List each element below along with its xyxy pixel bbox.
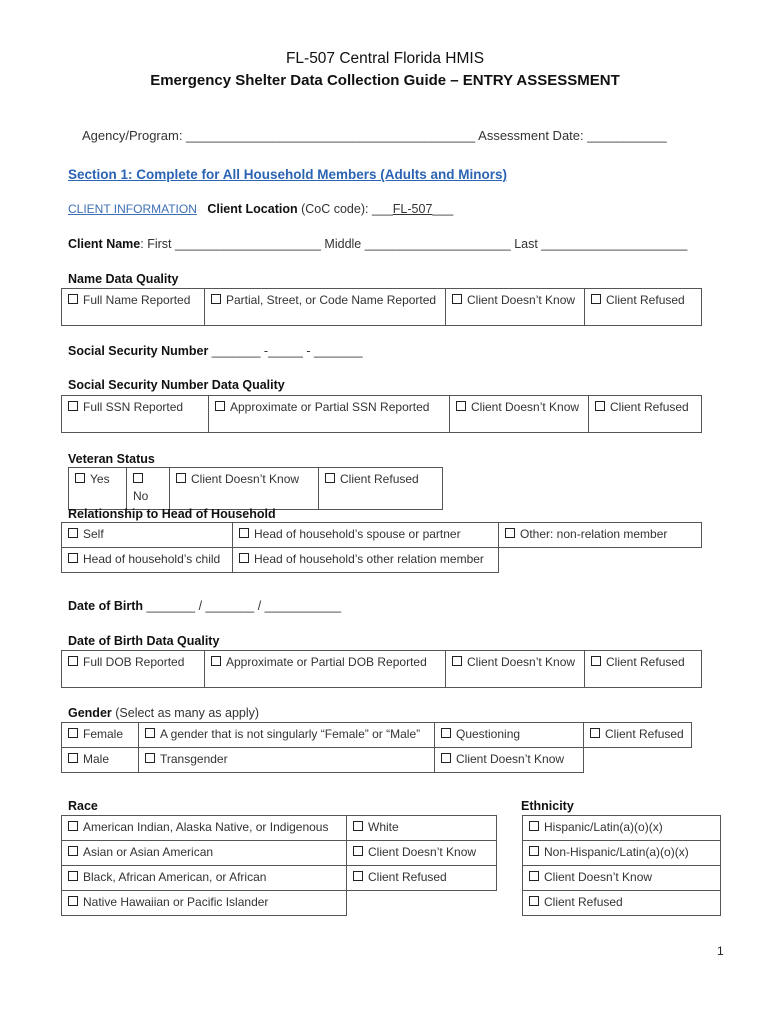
veteran-option[interactable] — [69, 468, 127, 510]
gender-option[interactable] — [584, 723, 692, 748]
relationship-option[interactable] — [233, 548, 499, 573]
option-label: Head of household’s spouse or partner — [254, 527, 461, 541]
dob-field[interactable]: _______ / _______ / ___________ — [143, 599, 342, 613]
checkbox-icon[interactable] — [68, 896, 78, 906]
option-label: Full SSN Reported — [83, 400, 184, 414]
checkbox-icon[interactable] — [456, 401, 466, 411]
checkbox-icon[interactable] — [353, 821, 363, 831]
option-label: Female — [83, 727, 124, 741]
race-option[interactable] — [347, 816, 497, 841]
coc-code-tail: ___ — [432, 202, 454, 216]
empty-cell — [584, 748, 692, 773]
gender-option[interactable] — [62, 748, 139, 773]
race-option[interactable] — [62, 866, 347, 891]
client-information-link[interactable]: CLIENT INFORMATION — [68, 202, 197, 216]
option-label: No — [133, 489, 149, 503]
ethnicity-option[interactable] — [523, 866, 721, 891]
checkbox-icon[interactable] — [529, 846, 539, 856]
section-1-title: Section 1: Complete for All Household Members (Adults and Minors) — [68, 167, 508, 182]
relationship-option[interactable] — [499, 523, 702, 548]
checkbox-icon[interactable] — [215, 401, 225, 411]
race-option[interactable] — [62, 891, 347, 916]
ssn-line — [68, 344, 363, 358]
name-dq-option[interactable] — [585, 289, 702, 326]
checkbox-icon[interactable] — [590, 728, 600, 738]
gender-option[interactable] — [435, 748, 584, 773]
option-label: Client Doesn’t Know — [471, 400, 580, 414]
option-label: Client Refused — [368, 870, 447, 884]
checkbox-icon[interactable] — [239, 528, 249, 538]
ethnicity-title: Ethnicity — [521, 799, 574, 813]
checkbox-icon[interactable] — [452, 656, 462, 666]
ssn-data-quality-title: Social Security Number Data Quality — [68, 378, 285, 392]
option-label: Client Refused — [544, 895, 623, 909]
checkbox-icon[interactable] — [68, 528, 78, 538]
option-label: Yes — [90, 472, 110, 486]
ssn-dq-option[interactable] — [62, 396, 209, 433]
option-label: Client Refused — [606, 293, 685, 307]
checkbox-icon[interactable] — [176, 473, 186, 483]
client-name-fields[interactable]: : First _____________________ Middle _____________________ Last _____________________ — [140, 237, 688, 251]
client-location-label: Client Location — [207, 202, 298, 216]
option-label: Native Hawaiian or Pacific Islander — [83, 895, 269, 909]
dob-data-quality-table — [61, 650, 702, 688]
gender-table — [61, 722, 692, 773]
client-info-line — [68, 202, 453, 216]
option-label: Black, African American, or African — [83, 870, 267, 884]
empty-cell — [347, 891, 497, 916]
name-dq-option[interactable] — [205, 289, 446, 326]
ssn-label: Social Security Number — [68, 344, 209, 358]
option-label: White — [368, 820, 399, 834]
race-option[interactable] — [62, 841, 347, 866]
agency-field[interactable]: ________________________________________ — [186, 128, 476, 143]
agency-label: Agency/Program: — [82, 128, 187, 143]
checkbox-icon[interactable] — [529, 871, 539, 881]
checkbox-icon[interactable] — [68, 821, 78, 831]
client-name-line — [68, 237, 687, 251]
dob-dq-option[interactable] — [446, 651, 585, 688]
checkbox-icon[interactable] — [68, 656, 78, 666]
checkbox-icon[interactable] — [211, 294, 221, 304]
option-label: Client Doesn’t Know — [544, 870, 653, 884]
option-label: Client Doesn’t Know — [368, 845, 477, 859]
checkbox-icon[interactable] — [591, 656, 601, 666]
option-label: American Indian, Alaska Native, or Indigenous — [83, 820, 329, 834]
coc-code-value[interactable]: FL-507 — [392, 202, 433, 216]
option-label: Questioning — [456, 727, 521, 741]
checkbox-icon[interactable] — [353, 871, 363, 881]
checkbox-icon[interactable] — [325, 473, 335, 483]
checkbox-icon[interactable] — [68, 401, 78, 411]
ethnicity-option[interactable] — [523, 891, 721, 916]
checkbox-icon[interactable] — [452, 294, 462, 304]
option-label: Full Name Reported — [83, 293, 191, 307]
checkbox-icon[interactable] — [145, 728, 155, 738]
option-label: Client Doesn’t Know — [467, 293, 576, 307]
option-label: Full DOB Reported — [83, 655, 185, 669]
ssn-dq-option[interactable] — [209, 396, 450, 433]
checkbox-icon[interactable] — [68, 294, 78, 304]
gender-title: Gender — [68, 706, 112, 720]
veteran-status-title: Veteran Status — [68, 452, 155, 466]
ssn-data-quality-table — [61, 395, 702, 433]
checkbox-icon[interactable] — [441, 753, 451, 763]
checkbox-icon[interactable] — [211, 656, 221, 666]
relationship-title: Relationship to Head of Household — [68, 507, 276, 521]
option-label: Client Doesn’t Know — [467, 655, 576, 669]
option-label: Male — [83, 752, 110, 766]
agency-line — [82, 128, 667, 143]
race-option[interactable] — [347, 841, 497, 866]
checkbox-icon[interactable] — [68, 753, 78, 763]
ssn-field[interactable]: _______ -_____ - _______ — [208, 344, 363, 358]
page-number: 1 — [717, 944, 724, 958]
dob-data-quality-title: Date of Birth Data Quality — [68, 634, 220, 648]
empty-cell — [499, 548, 702, 573]
gender-option[interactable] — [62, 723, 139, 748]
gender-option[interactable] — [139, 723, 435, 748]
checkbox-icon[interactable] — [68, 553, 78, 563]
option-label: Head of household’s child — [83, 552, 221, 566]
checkbox-icon[interactable] — [529, 821, 539, 831]
option-label: Head of household’s other relation member — [254, 552, 484, 566]
veteran-option[interactable] — [319, 468, 443, 510]
checkbox-icon[interactable] — [591, 294, 601, 304]
option-label: Client Refused — [340, 472, 419, 486]
race-option[interactable] — [62, 816, 347, 841]
name-dq-option[interactable] — [446, 289, 585, 326]
veteran-option[interactable] — [170, 468, 319, 510]
checkbox-icon[interactable] — [595, 401, 605, 411]
document-title: FL-507 Central Florida HMIS — [285, 50, 485, 67]
name-data-quality-table — [61, 288, 702, 326]
checkbox-icon[interactable] — [505, 528, 515, 538]
option-label: Client Doesn’t Know — [191, 472, 300, 486]
veteran-status-table — [68, 467, 443, 510]
relationship-option[interactable] — [62, 548, 233, 573]
assessment-date-label: Assessment Date: — [475, 128, 588, 143]
option-label: Non-Hispanic/Latin(a)(o)(x) — [544, 845, 689, 859]
name-data-quality-title: Name Data Quality — [68, 272, 179, 286]
dob-line — [68, 599, 341, 613]
race-table — [61, 815, 497, 916]
dob-dq-option[interactable] — [585, 651, 702, 688]
client-name-label: Client Name — [68, 237, 141, 251]
relationship-option[interactable] — [233, 523, 499, 548]
option-label: A gender that is not singularly “Female” or “Male” — [160, 727, 421, 741]
dob-dq-option[interactable] — [205, 651, 446, 688]
option-label: Transgender — [160, 752, 228, 766]
option-label: Approximate or Partial DOB Reported — [226, 655, 427, 669]
option-label: Client Refused — [606, 655, 685, 669]
option-label: Client Refused — [610, 400, 689, 414]
ssn-dq-option[interactable] — [589, 396, 702, 433]
name-dq-option[interactable] — [62, 289, 205, 326]
option-label: Partial, Street, or Code Name Reported — [226, 293, 437, 307]
checkbox-icon[interactable] — [68, 728, 78, 738]
gender-note: (Select as many as apply) — [111, 706, 260, 720]
checkbox-icon[interactable] — [68, 871, 78, 881]
ethnicity-option[interactable] — [523, 841, 721, 866]
checkbox-icon[interactable] — [75, 473, 85, 483]
option-label: Client Doesn’t Know — [456, 752, 565, 766]
ethnicity-option[interactable] — [523, 816, 721, 841]
relationship-option[interactable] — [62, 523, 233, 548]
option-label: Self — [83, 527, 104, 541]
option-label: Client Refused — [605, 727, 684, 741]
gender-option[interactable] — [139, 748, 435, 773]
option-label: Approximate or Partial SSN Reported — [230, 400, 430, 414]
document-subtitle: Emergency Shelter Data Collection Guide – ENTRY ASSESSMENT — [150, 72, 620, 89]
option-label: Asian or Asian American — [83, 845, 214, 859]
race-option[interactable] — [347, 866, 497, 891]
race-title: Race — [68, 799, 98, 813]
checkbox-icon[interactable] — [529, 896, 539, 906]
dob-dq-option[interactable] — [62, 651, 205, 688]
veteran-option[interactable] — [127, 468, 170, 510]
option-label: Other: non-relation member — [520, 527, 668, 541]
ssn-dq-option[interactable] — [450, 396, 589, 433]
dob-label: Date of Birth — [68, 599, 143, 613]
checkbox-icon[interactable] — [68, 846, 78, 856]
checkbox-icon[interactable] — [145, 753, 155, 763]
checkbox-icon[interactable] — [353, 846, 363, 856]
assessment-date-field[interactable]: ___________ — [587, 128, 667, 143]
checkbox-icon[interactable] — [441, 728, 451, 738]
gender-line — [68, 706, 259, 720]
coc-code-text: (CoC code): ___ — [297, 202, 393, 216]
checkbox-icon[interactable] — [133, 473, 143, 483]
ethnicity-table — [522, 815, 721, 916]
option-label: Hispanic/Latin(a)(o)(x) — [544, 820, 663, 834]
relationship-table — [61, 522, 702, 573]
checkbox-icon[interactable] — [239, 553, 249, 563]
gender-option[interactable] — [435, 723, 584, 748]
